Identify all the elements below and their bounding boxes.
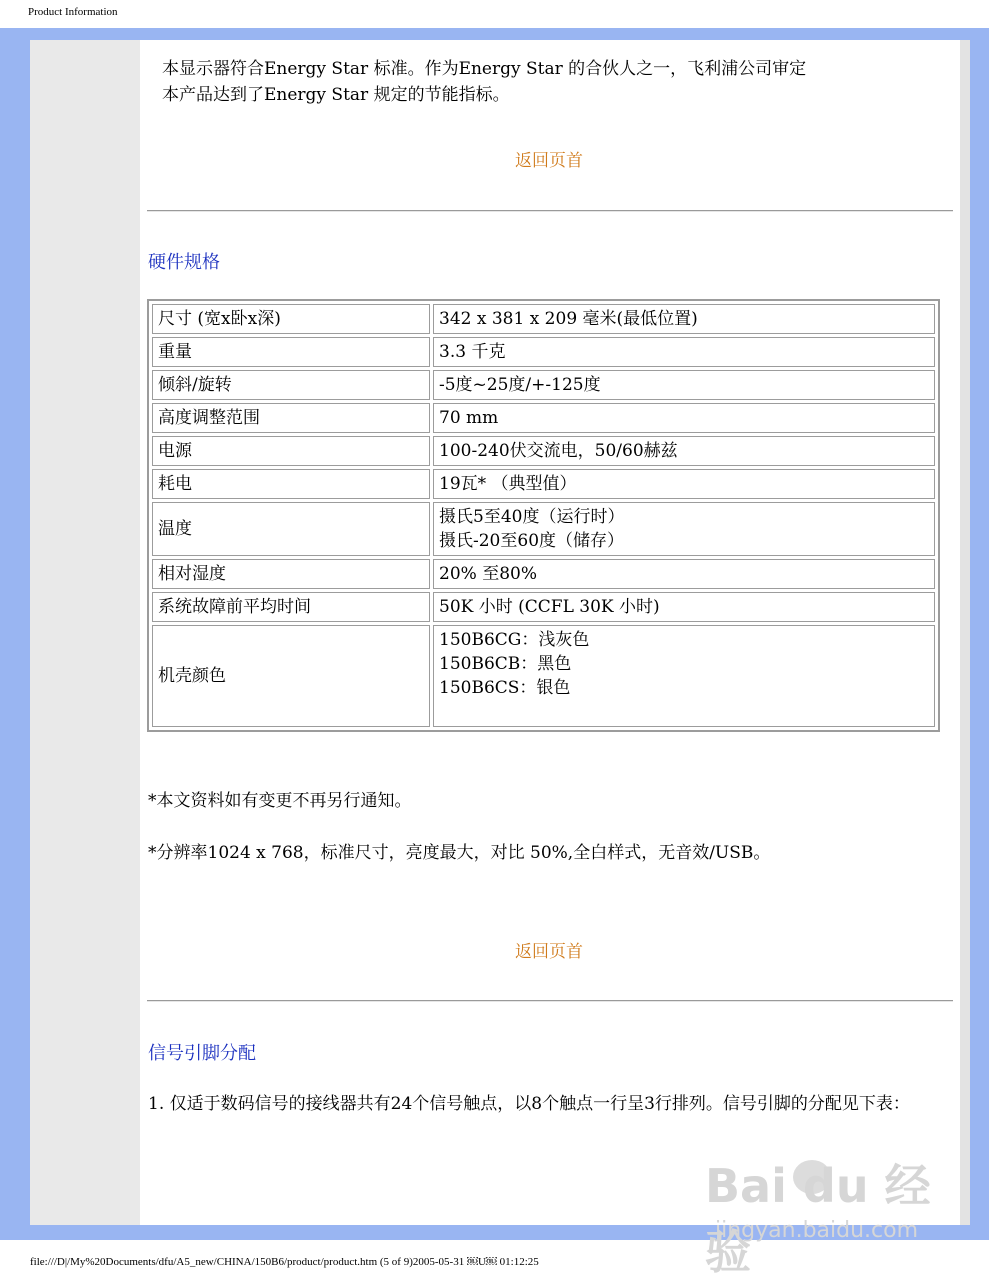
spec-row	[152, 337, 935, 367]
spec-row	[152, 592, 935, 622]
spec-row	[152, 403, 935, 433]
spec-label: 电源	[152, 436, 430, 466]
spec-row	[152, 304, 935, 334]
spec-value: 150B6CG：浅灰色 150B6CB：黑色 150B6CS：银色	[433, 625, 935, 727]
back-to-top-link[interactable]: 返回页首	[515, 151, 583, 171]
hardware-spec-title: 硬件规格	[148, 252, 220, 273]
pin-description: 1. 仅适于数码信号的接线器共有24个信号触点，以8个触点一行呈3行排列。信号引脚的分配见下表：	[148, 1094, 910, 1114]
change-notice: *本文资料如有变更不再另行通知。	[148, 791, 412, 811]
pin-assignment-title: 信号引脚分配	[148, 1043, 256, 1064]
energy-star-intro	[162, 56, 922, 108]
spec-label: 相对湿度	[152, 559, 430, 589]
divider-2	[147, 1000, 953, 1002]
spec-label: 重量	[152, 337, 430, 367]
print-footer: file:///D|/My%20Documents/dfu/A5_new/CHINA/150B6/product/product.htm (5 of 9)2005-05-31 ￼U￼ 01:12:25	[30, 1256, 539, 1268]
divider	[147, 210, 953, 212]
spec-value: 100-240伏交流电，50/60赫兹	[433, 436, 935, 466]
watermark-url: jingyan.baidu.com	[715, 1218, 919, 1243]
spec-value: 19瓦* （典型值）	[433, 469, 935, 499]
spec-value: 70 mm	[433, 403, 935, 433]
spec-value: -5度~25度/+-125度	[433, 370, 935, 400]
spec-label: 倾斜/旋转	[152, 370, 430, 400]
spec-value: 342 x 381 x 209 毫米(最低位置)	[433, 304, 935, 334]
baidu-watermark	[705, 1130, 965, 1279]
spec-value: 3.3 千克	[433, 337, 935, 367]
right-margin	[960, 40, 970, 1225]
spec-row	[152, 436, 935, 466]
spec-row	[152, 370, 935, 400]
spec-label: 耗电	[152, 469, 430, 499]
spec-label: 尺寸 (宽x卧x深)	[152, 304, 430, 334]
spec-label: 高度调整范围	[152, 403, 430, 433]
back-to-top-link-2[interactable]: 返回页首	[515, 942, 583, 962]
spec-value: 20% 至80%	[433, 559, 935, 589]
spec-label: 温度	[152, 502, 430, 556]
spec-label: 机壳颜色	[152, 625, 430, 727]
spec-row	[152, 625, 935, 727]
spec-table	[147, 299, 940, 732]
spec-row	[152, 469, 935, 499]
left-sidebar	[30, 40, 140, 1225]
spec-value: 摄氏5至40度（运行时） 摄氏-20至60度（储存）	[433, 502, 935, 556]
spec-row	[152, 502, 935, 556]
spec-label: 系统故障前平均时间	[152, 592, 430, 622]
spec-value: 50K 小时 (CCFL 30K 小时)	[433, 592, 935, 622]
watermark-brand: Bai du 经验	[705, 1159, 931, 1279]
intro-line-2: 本产品达到了Energy Star 规定的节能指标。	[162, 85, 510, 105]
spec-row	[152, 559, 935, 589]
intro-line-1: 本显示器符合Energy Star 标准。作为Energy Star 的合伙人之一，飞利浦公司审定	[162, 59, 807, 79]
test-conditions-note: *分辨率1024 x 768，标准尺寸，亮度最大，对比 50%,全白样式，无音效/USB。	[148, 843, 771, 863]
print-header: Product Information	[28, 6, 118, 18]
